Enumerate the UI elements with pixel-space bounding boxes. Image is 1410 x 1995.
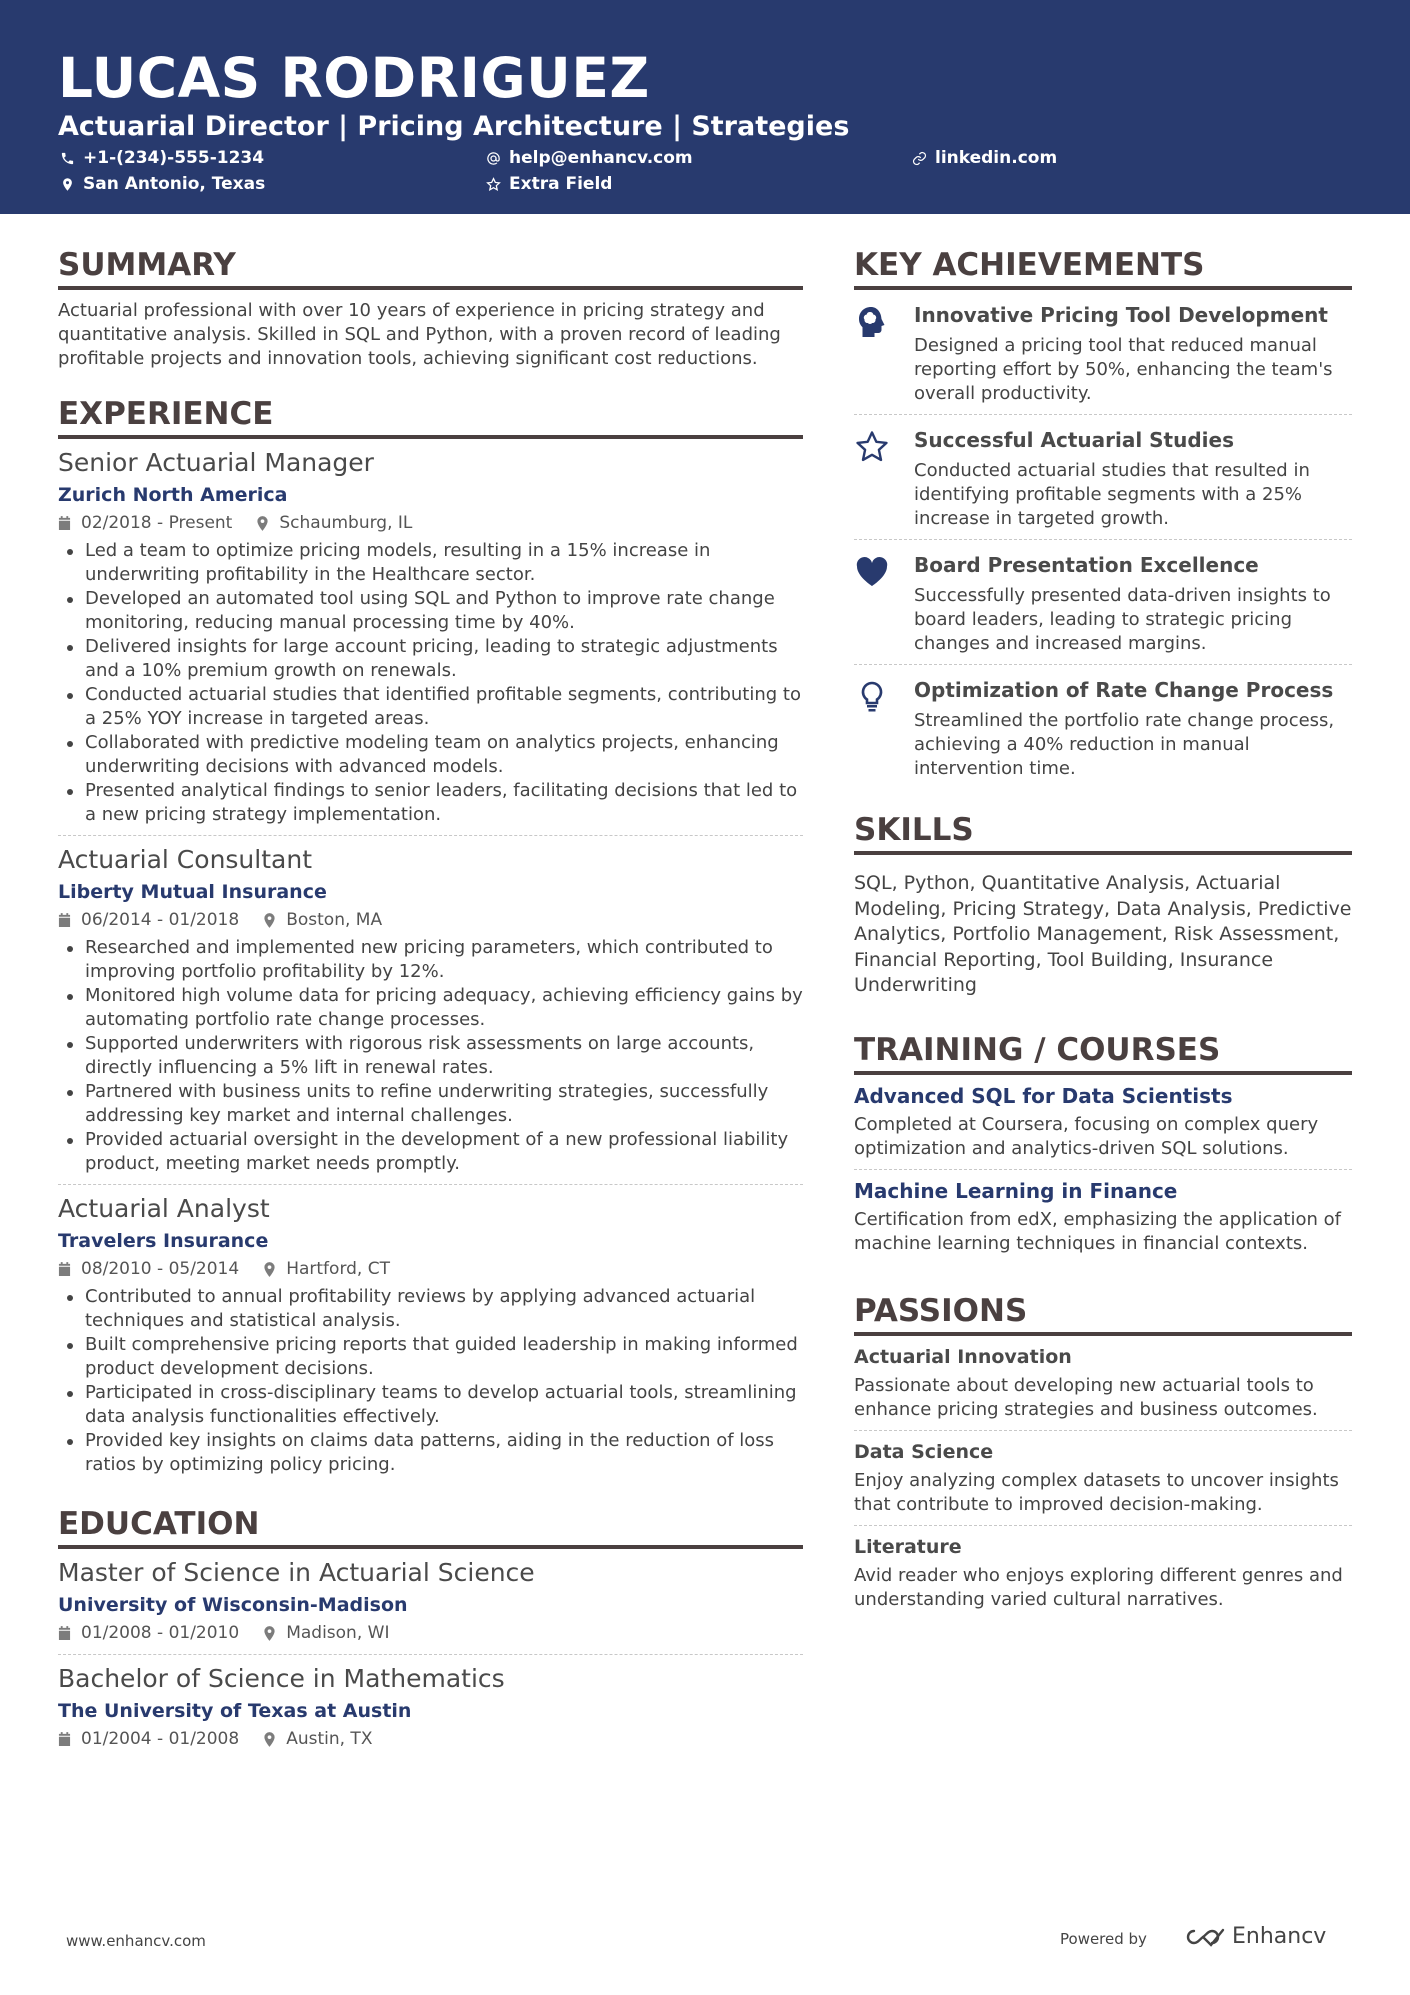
calendar-icon [58, 516, 71, 531]
link-icon [912, 151, 927, 166]
job-location [263, 907, 382, 933]
summary-heading: SUMMARY [58, 246, 803, 290]
summary-section [58, 246, 803, 371]
job-entry [58, 1185, 803, 1485]
job-meta [58, 1256, 803, 1282]
heart-icon [854, 554, 890, 590]
passion-desc: Passionate about developing new actuarial tools to enhance pricing strategies and business outcomes. [854, 1374, 1318, 1420]
achievement-item [854, 415, 1352, 540]
enhancv-logo[interactable] [1180, 1924, 1326, 1949]
job-company: Liberty Mutual Insurance [58, 881, 327, 903]
job-bullets [58, 936, 803, 1176]
education-location [263, 1620, 389, 1646]
job-bullet: Conducted actuarial studies that identified profitable segments, contributing to a 25% YOY increase in targeted areas. [58, 683, 803, 731]
passion-title: Actuarial Innovation [854, 1345, 1072, 1368]
location-pin-icon [263, 1626, 276, 1641]
education-dates [58, 1726, 239, 1752]
achievement-title: Optimization of Rate Change Process [914, 678, 1334, 702]
achievement-title: Board Presentation Excellence [914, 553, 1259, 577]
calendar-icon [58, 1262, 71, 1277]
education-location [263, 1726, 372, 1752]
degree-title: Master of Science in Actuarial Science [58, 1558, 535, 1587]
training-section [854, 1031, 1352, 1264]
job-bullet: Contributed to annual profitability reviews by applying advanced actuarial techniques and statistical analysis. [58, 1285, 803, 1333]
job-meta [58, 907, 803, 933]
achievement-title: Successful Actuarial Studies [914, 428, 1234, 452]
resume-header [0, 0, 1410, 214]
extra-field-text: Extra Field [509, 174, 613, 194]
summary-text: Actuarial professional with over 10 years of experience in pricing strategy and quantitative analysis. Skilled in SQL and Python, with a proven record of leading profitable projects and innovation tools, achieving significant cost reductions. [58, 300, 781, 369]
job-company: Travelers Insurance [58, 1230, 269, 1252]
location-pin-icon [263, 913, 276, 928]
achievement-body [914, 552, 1352, 656]
job-bullet: Supported underwriters with rigorous risk assessments on large accounts, directly influencing a 5% lift in renewal rates. [58, 1032, 803, 1080]
achievement-desc: Designed a pricing tool that reduced manual reporting effort by 50%, enhancing the team's overall productivity. [914, 335, 1333, 404]
education-dates-text: 01/2008 - 01/2010 [81, 1623, 240, 1643]
education-entry [58, 1549, 803, 1655]
education-location-text: Madison, WI [286, 1623, 390, 1643]
job-company: Zurich North America [58, 484, 288, 506]
job-dates [58, 1256, 239, 1282]
achievements-section [854, 246, 1352, 789]
passions-heading: PASSIONS [854, 1292, 1352, 1336]
job-meta [58, 510, 803, 536]
job-bullets [58, 539, 803, 827]
location-pin-icon [263, 1732, 276, 1747]
achievement-item [854, 290, 1352, 415]
job-bullet: Partnered with business units to refine underwriting strategies, successfully addressing key market and internal challenges. [58, 1080, 803, 1128]
job-dates-text: 02/2018 - Present [81, 513, 233, 533]
candidate-title: Actuarial Director | Pricing Architecture | Strategies [58, 111, 850, 142]
contact-extra [486, 172, 612, 196]
candidate-name: LUCAS RODRIGUEZ [58, 46, 650, 110]
job-location [256, 510, 412, 536]
job-bullet: Collaborated with predictive modeling team on analytics projects, enhancing underwriting decisions with advanced models. [58, 731, 803, 779]
achievement-item [854, 540, 1352, 665]
enhancv-logo-icon [1180, 1925, 1226, 1949]
lightbulb-icon [854, 679, 890, 715]
education-meta [58, 1726, 803, 1752]
star-icon [854, 429, 890, 465]
achievement-desc: Conducted actuarial studies that resulted in identifying profitable segments with a 25% increase in targeted growth. [914, 460, 1310, 529]
job-bullet: Participated in cross-disciplinary teams to develop actuarial tools, streamlining data analysis functionalities effectively. [58, 1381, 803, 1429]
passion-item [854, 1336, 1352, 1431]
job-bullet: Led a team to optimize pricing models, resulting in a 15% increase in underwriting profitability in the Healthcare sector. [58, 539, 803, 587]
footer-url[interactable]: www.enhancv.com [66, 1932, 206, 1950]
course-desc: Certification from edX, emphasizing the application of machine learning techniques in financial contexts. [854, 1208, 1341, 1254]
achievement-icon-wrap [854, 677, 914, 781]
job-dates [58, 907, 239, 933]
passion-item [854, 1431, 1352, 1526]
contact-phone [60, 146, 264, 170]
course-title: Machine Learning in Finance [854, 1178, 1178, 1203]
at-icon [486, 151, 501, 166]
school-name: University of Wisconsin-Madison [58, 1594, 408, 1616]
location-pin-icon [263, 1262, 276, 1277]
achievement-title: Innovative Pricing Tool Development [914, 303, 1328, 327]
passion-title: Data Science [854, 1440, 994, 1463]
achievements-heading: KEY ACHIEVEMENTS [854, 246, 1352, 290]
linkedin-text[interactable]: linkedin.com [935, 148, 1058, 168]
training-heading: TRAINING / COURSES [854, 1031, 1352, 1075]
job-location-text: Hartford, CT [286, 1259, 390, 1279]
course-desc: Completed at Coursera, focusing on complex query optimization and analytics-driven SQL solutions. [854, 1113, 1319, 1159]
phone-text: +1-(234)-555-1234 [83, 148, 265, 168]
achievement-body [914, 427, 1352, 531]
job-bullet: Provided key insights on claims data patterns, aiding in the reduction of loss ratios by optimizing policy pricing. [58, 1429, 803, 1477]
contact-location [60, 172, 265, 196]
job-bullet: Provided actuarial oversight in the development of a new professional liability product, meeting market needs promptly. [58, 1128, 803, 1176]
education-dates [58, 1620, 239, 1646]
degree-title: Bachelor of Science in Mathematics [58, 1664, 505, 1693]
achievement-body [914, 302, 1352, 406]
location-pin-icon [60, 177, 75, 192]
experience-section [58, 395, 803, 1485]
education-dates-text: 01/2004 - 01/2008 [81, 1729, 240, 1749]
course-title: Advanced SQL for Data Scientists [854, 1083, 1233, 1108]
course-item [854, 1075, 1352, 1170]
achievement-item [854, 665, 1352, 789]
job-bullet: Developed an automated tool using SQL and Python to improve rate change monitoring, reducing manual processing time by 40%. [58, 587, 803, 635]
calendar-icon [58, 1626, 71, 1641]
calendar-icon [58, 913, 71, 928]
education-meta [58, 1620, 803, 1646]
job-bullet: Built comprehensive pricing reports that guided leadership in making informed product development decisions. [58, 1333, 803, 1381]
job-bullet: Presented analytical findings to senior leaders, facilitating decisions that led to a new pricing strategy implementation. [58, 779, 803, 827]
job-bullet: Monitored high volume data for pricing adequacy, achieving efficiency gains by automating portfolio rate change processes. [58, 984, 803, 1032]
job-location [263, 1256, 390, 1282]
achievement-icon-wrap [854, 302, 914, 406]
job-entry [58, 836, 803, 1185]
achievement-body [914, 677, 1352, 781]
job-dates-text: 08/2010 - 05/2014 [81, 1259, 240, 1279]
location-pin-icon [256, 516, 269, 531]
school-name: The University of Texas at Austin [58, 1700, 412, 1722]
job-bullets [58, 1285, 803, 1477]
job-location-text: Boston, MA [286, 910, 383, 930]
passion-desc: Avid reader who enjoys exploring different genres and understanding varied cultural narratives. [854, 1564, 1343, 1610]
calendar-icon [58, 1732, 71, 1747]
passions-section [854, 1292, 1352, 1620]
job-bullet: Delivered insights for large account pricing, leading to strategic adjustments and a 10% premium growth on renewals. [58, 635, 803, 683]
job-location-text: Schaumburg, IL [279, 513, 413, 533]
enhancv-logo-text: Enhancv [1232, 1924, 1327, 1949]
job-title: Senior Actuarial Manager [58, 448, 374, 477]
achievement-icon-wrap [854, 552, 914, 656]
achievement-icon-wrap [854, 427, 914, 531]
job-title: Actuarial Analyst [58, 1194, 270, 1223]
star-icon [486, 177, 501, 192]
job-dates-text: 06/2014 - 01/2018 [81, 910, 240, 930]
job-dates [58, 510, 232, 536]
experience-heading: EXPERIENCE [58, 395, 803, 439]
right-column [854, 246, 1352, 1620]
passion-item [854, 1526, 1352, 1620]
phone-icon [60, 151, 75, 166]
contact-linkedin[interactable] [912, 146, 1057, 170]
skills-text: SQL, Python, Quantitative Analysis, Actuarial Modeling, Pricing Strategy, Data Analysis, Predictive Analytics, Portfolio Management, Risk Assessment, Financial Reporting, Tool Building, Insurance Underwriting [854, 872, 1352, 996]
achievement-desc: Streamlined the portfolio rate change process, achieving a 40% reduction in manual intervention time. [914, 710, 1335, 779]
job-bullet: Researched and implemented new pricing parameters, which contributed to improving portfolio profitability by 12%. [58, 936, 803, 984]
job-title: Actuarial Consultant [58, 845, 312, 874]
left-column [58, 246, 803, 1760]
contact-email[interactable] [486, 146, 693, 170]
skills-section [854, 811, 1352, 999]
achievement-desc: Successfully presented data-driven insights to board leaders, leading to strategic pricing changes and increased margins. [914, 585, 1331, 654]
course-item [854, 1170, 1352, 1264]
education-location-text: Austin, TX [286, 1729, 373, 1749]
education-heading: EDUCATION [58, 1505, 803, 1549]
passion-desc: Enjoy analyzing complex datasets to uncover insights that contribute to improved decision-making. [854, 1469, 1339, 1515]
skills-heading: SKILLS [854, 811, 1352, 855]
passion-title: Literature [854, 1535, 962, 1558]
job-entry [58, 439, 803, 836]
location-text: San Antonio, Texas [83, 174, 266, 194]
education-section [58, 1505, 803, 1760]
head-icon [854, 304, 890, 340]
email-text[interactable]: help@enhancv.com [509, 148, 693, 168]
education-entry [58, 1655, 803, 1760]
powered-by-label: Powered by [1060, 1930, 1147, 1948]
